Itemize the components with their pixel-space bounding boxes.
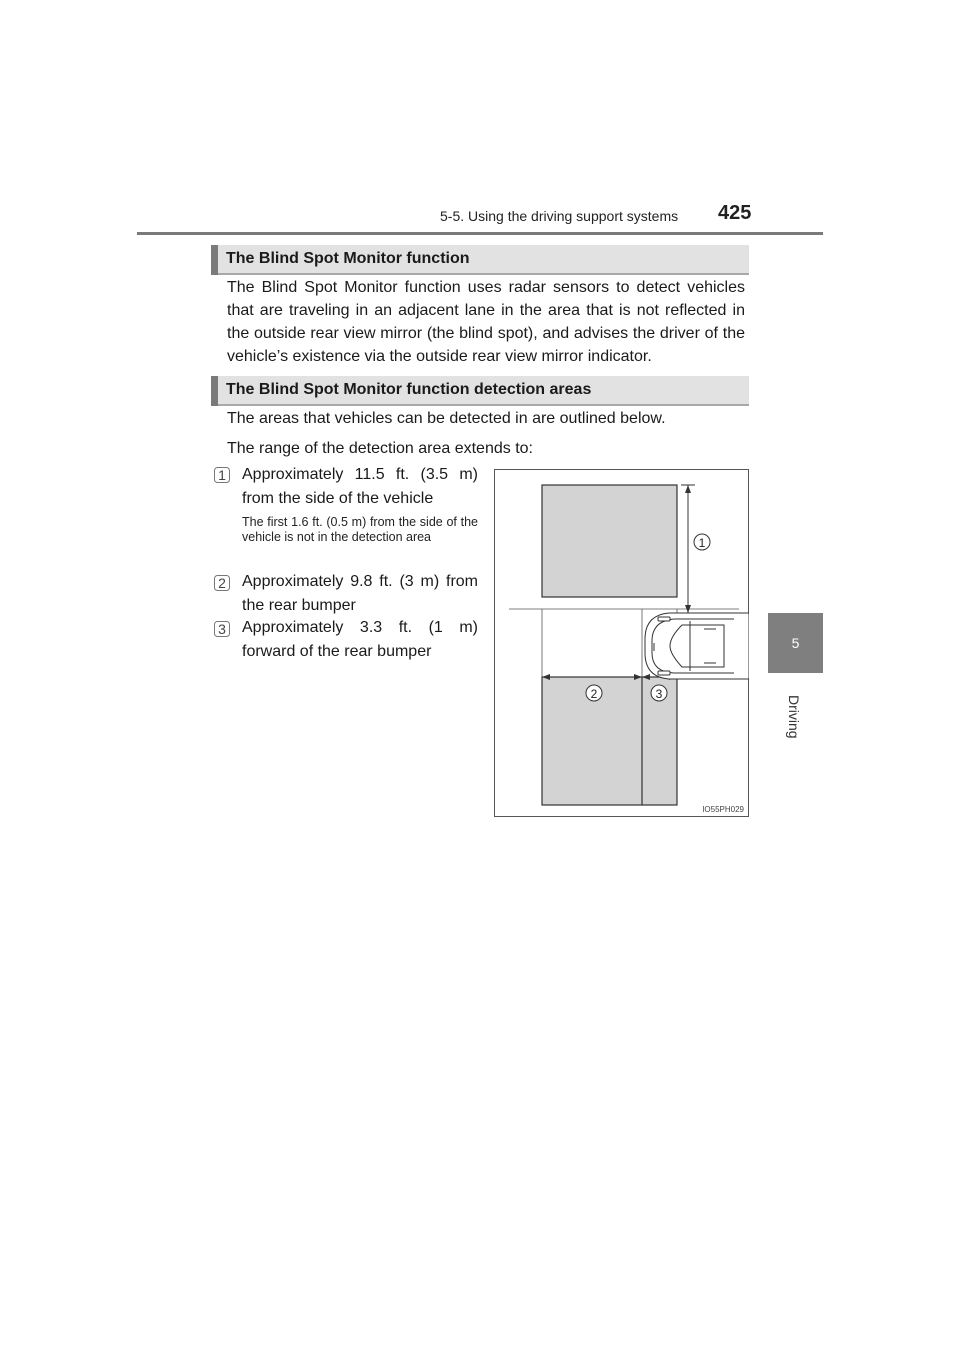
heading-text: The Blind Spot Monitor function detection areas — [226, 381, 592, 398]
callout-1: 1 — [698, 536, 706, 550]
section-heading-detection-areas — [211, 376, 749, 406]
item-text-1: Approximately 11.5 ft. (3.5 m) from the side of the vehicle — [242, 466, 478, 507]
callout-3: 3 — [655, 687, 663, 701]
section-heading-bsm-function — [211, 245, 749, 275]
item-number-3: 3 — [214, 621, 230, 637]
heading-text: The Blind Spot Monitor function — [226, 250, 470, 267]
intro-line: The areas that vehicles can be detected in are outlined below. — [227, 410, 666, 427]
intro-line: The range of the detection area extends to: — [227, 440, 533, 457]
item-note-1: The first 1.6 ft. (0.5 m) from the side of the vehicle is not in the detection area — [242, 515, 478, 544]
header-rule — [137, 232, 823, 235]
figure-code: IO55PH029 — [702, 805, 744, 814]
vehicle-icon — [645, 613, 749, 679]
detection-area-diagram — [494, 469, 749, 817]
chapter-number: 5 — [791, 635, 800, 651]
page-number: 425 — [718, 202, 752, 224]
callout-2: 2 — [590, 687, 598, 701]
section-title: 5-5. Using the driving support systems — [440, 208, 679, 224]
heading-bar — [211, 376, 218, 406]
item-text-2: Approximately 9.8 ft. (3 m) from the rear bumper — [242, 573, 478, 614]
item-number-2: 2 — [214, 575, 230, 591]
heading-bar — [211, 245, 218, 275]
bsm-function-paragraph: The Blind Spot Monitor function uses radar sensors to detect vehicles that are traveling in an adjacent lane in the area that is not reflected in the outside rear view mirror (the blind spot), and advises the driver of the vehicle’s existence via the outside rear view mirror indicator. — [227, 279, 745, 365]
item-number-1: 1 — [214, 467, 230, 483]
chapter-label: Driving — [786, 695, 802, 739]
item-text-3: Approximately 3.3 ft. (1 m) forward of the rear bumper — [242, 619, 478, 660]
chapter-tab — [768, 613, 823, 673]
side-detection-zone — [542, 485, 677, 597]
